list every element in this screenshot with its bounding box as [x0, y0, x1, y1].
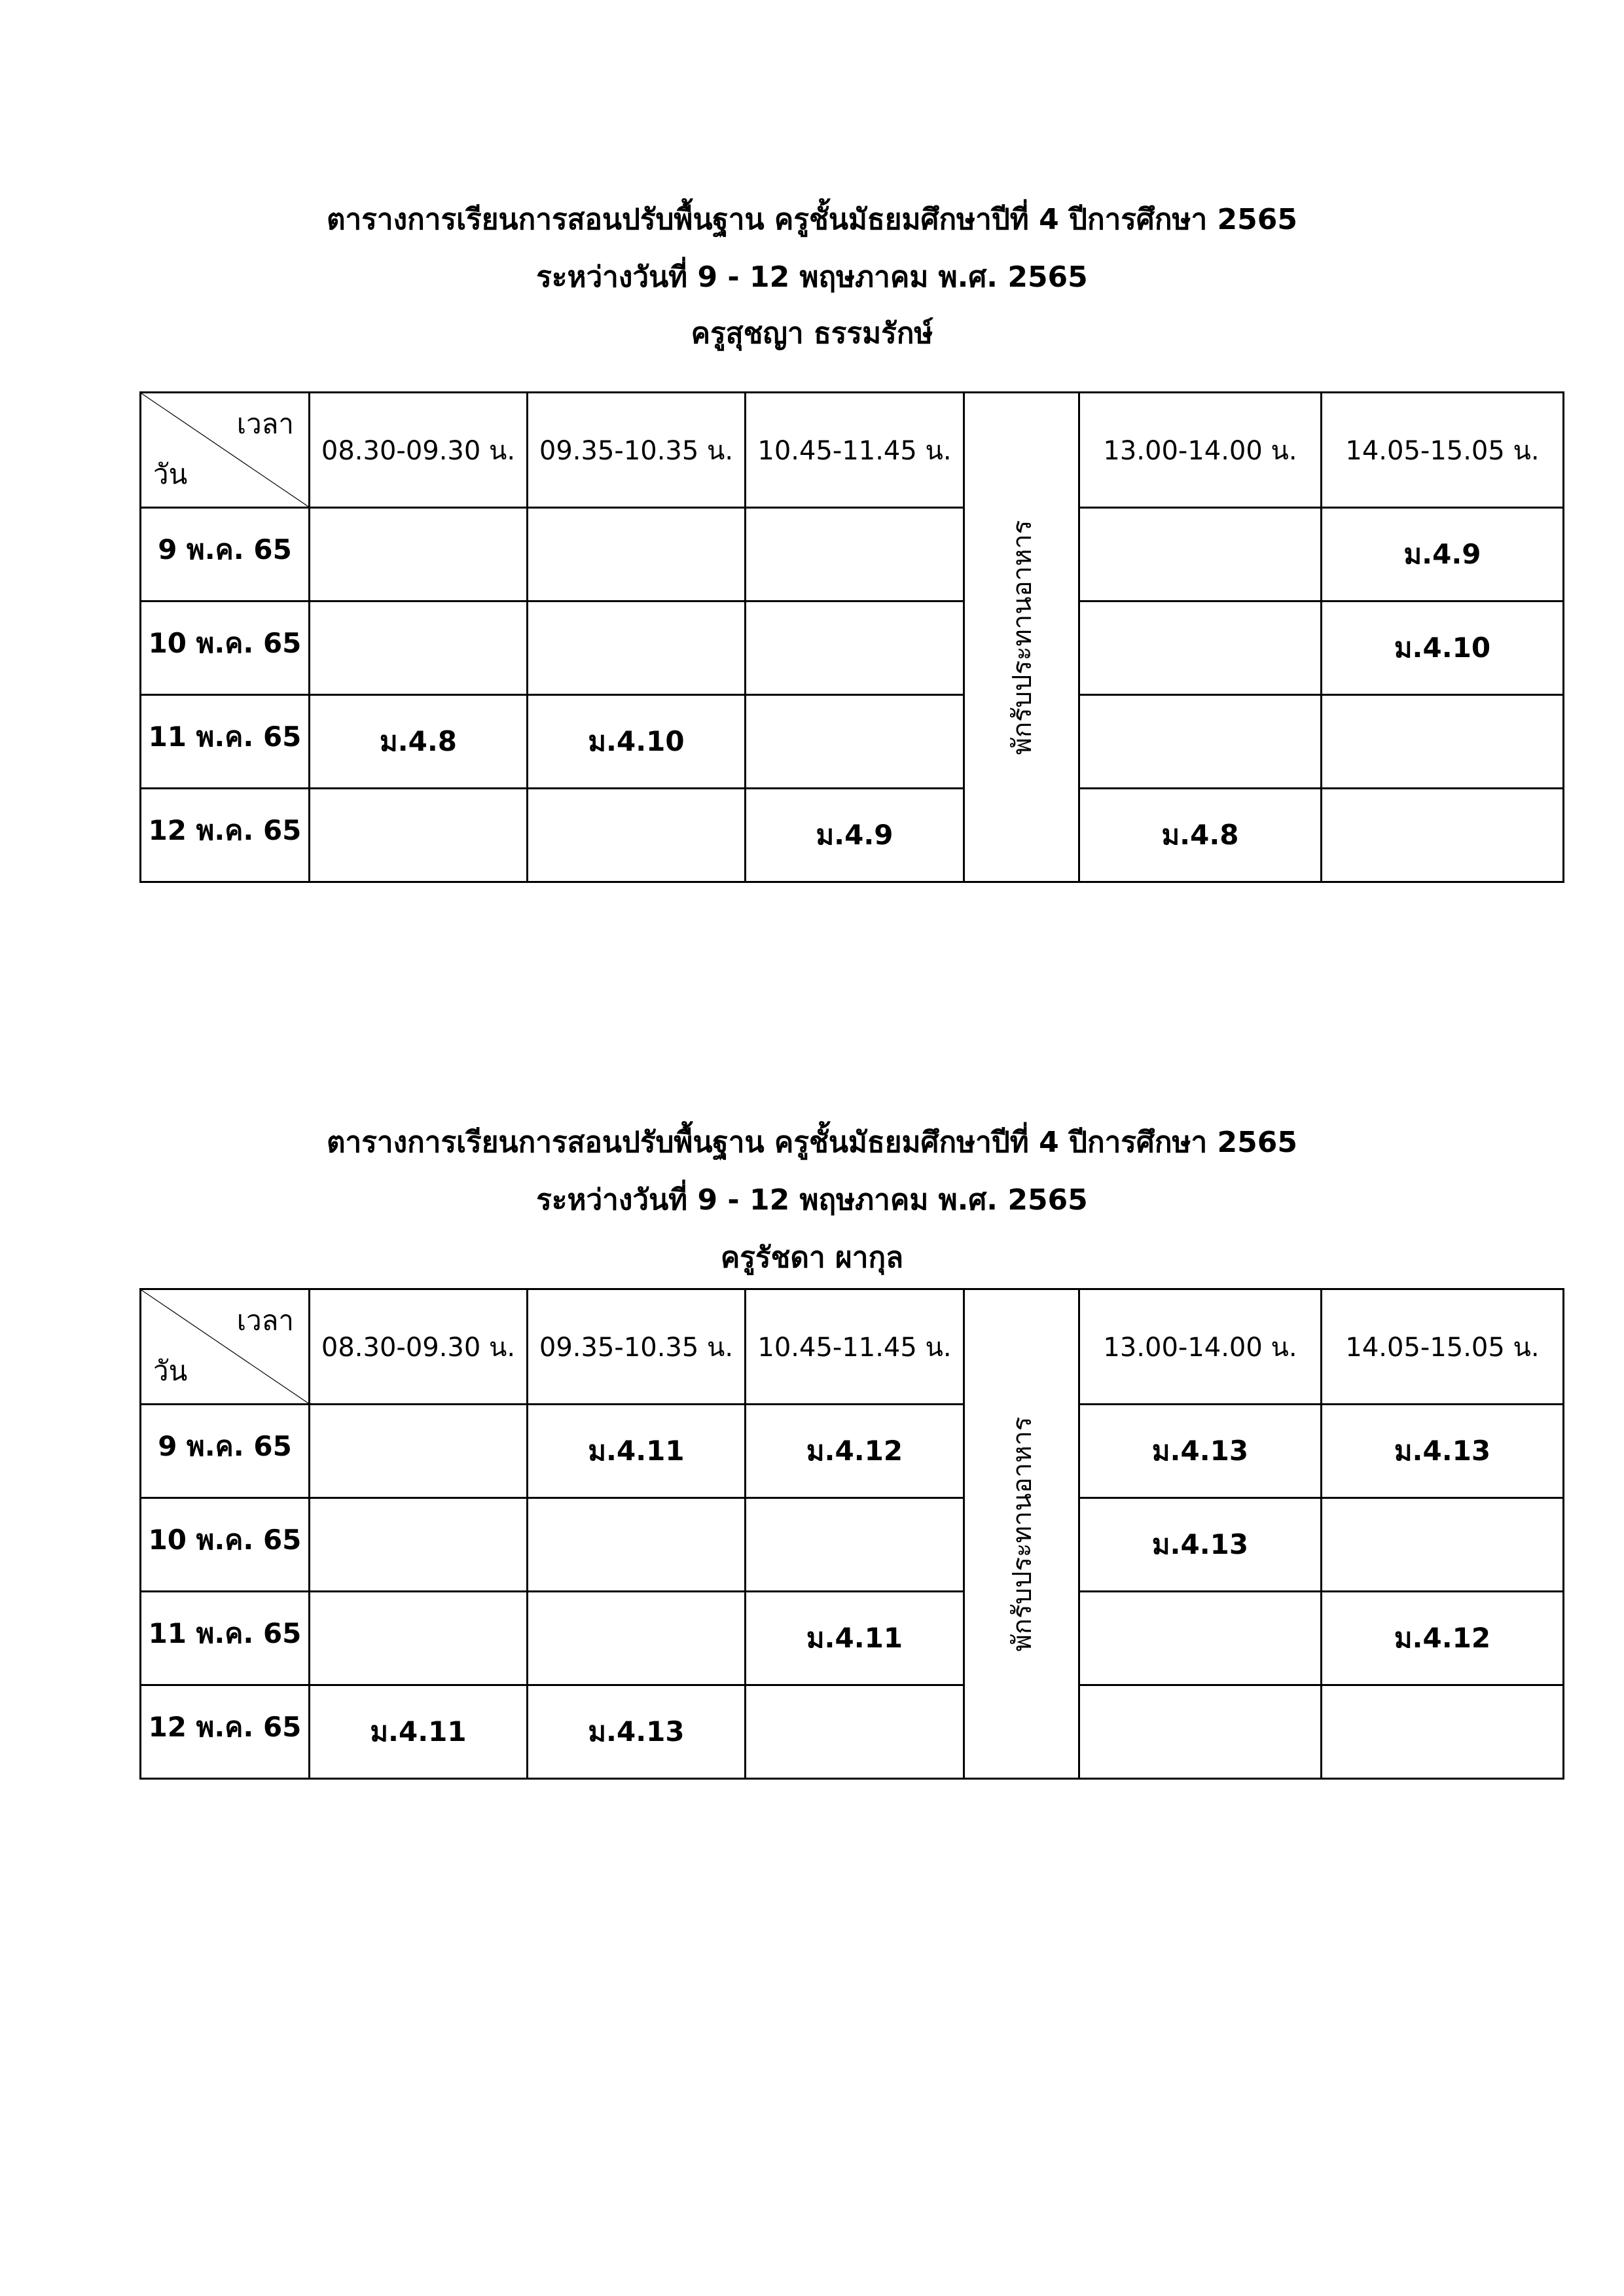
class-cell: [1079, 601, 1322, 695]
day-row: [141, 1498, 1564, 1592]
corner-day-label: วัน: [153, 458, 188, 490]
day-label: 11 พ.ค. 65: [141, 1592, 310, 1685]
class-cell: [1322, 1685, 1564, 1779]
class-cell: ม.4.9: [746, 789, 964, 882]
class-cell: ม.4.13: [1079, 1498, 1322, 1592]
schedule-2-teacher: ครูรัชดา ผากุล: [720, 1241, 904, 1274]
day-row: [141, 1592, 1564, 1685]
header-row: [141, 393, 1564, 508]
day-row: [141, 695, 1564, 789]
day-label: 10 พ.ค. 65: [141, 601, 310, 695]
class-cell: [310, 508, 528, 601]
class-cell: ม.4.12: [1322, 1592, 1564, 1685]
class-cell: [528, 1592, 746, 1685]
schedule-1-title: ตารางการเรียนการสอนปรับพื้นฐาน ครูชั้นมัธยมศึกษาปีที่ 4 ปีการศึกษา 2565: [326, 203, 1297, 236]
time-header: 08.30-09.30 น.: [310, 393, 528, 508]
class-cell: [1322, 789, 1564, 882]
time-header: 14.05-15.05 น.: [1322, 393, 1564, 508]
class-cell: ม.4.11: [310, 1685, 528, 1779]
class-cell: [746, 601, 964, 695]
day-label: 9 พ.ค. 65: [141, 1405, 310, 1498]
class-cell: ม.4.8: [1079, 789, 1322, 882]
class-cell: ม.4.8: [310, 695, 528, 789]
schedule-1-period: ระหว่างวันที่ 9 - 12 พฤษภาคม พ.ศ. 2565: [536, 260, 1088, 294]
corner-time-label: เวลา: [236, 1304, 294, 1336]
class-cell: [528, 508, 746, 601]
class-cell: [746, 508, 964, 601]
class-cell: ม.4.11: [746, 1592, 964, 1685]
corner-cell: [141, 393, 310, 508]
schedule-2-period: ระหว่างวันที่ 9 - 12 พฤษภาคม พ.ศ. 2565: [536, 1183, 1088, 1217]
class-cell: [310, 601, 528, 695]
day-label: 11 พ.ค. 65: [141, 695, 310, 789]
schedule-1-table: [139, 391, 1564, 883]
class-cell: [528, 1498, 746, 1592]
time-header: 09.35-10.35 น.: [528, 393, 746, 508]
class-cell: [1322, 695, 1564, 789]
class-cell: ม.4.12: [746, 1405, 964, 1498]
class-cell: [310, 1592, 528, 1685]
time-header: 09.35-10.35 น.: [528, 1289, 746, 1405]
day-label: 12 พ.ค. 65: [141, 789, 310, 882]
corner-time-label: เวลา: [236, 408, 294, 440]
class-cell: [746, 1498, 964, 1592]
lunch-break-cell: [964, 1289, 1079, 1779]
day-row: [141, 789, 1564, 882]
class-cell: [746, 695, 964, 789]
time-header: 10.45-11.45 น.: [746, 393, 964, 508]
class-cell: [310, 1498, 528, 1592]
day-label: 9 พ.ค. 65: [141, 508, 310, 601]
class-cell: [746, 1685, 964, 1779]
class-cell: [1079, 1592, 1322, 1685]
class-cell: ม.4.10: [528, 695, 746, 789]
time-header: 13.00-14.00 น.: [1079, 393, 1322, 508]
lunch-break-label: พักรับประทานอาหาร: [1007, 520, 1038, 755]
class-cell: [310, 789, 528, 882]
class-cell: ม.4.10: [1322, 601, 1564, 695]
day-row: [141, 508, 1564, 601]
class-cell: ม.4.13: [1079, 1405, 1322, 1498]
class-cell: ม.4.13: [528, 1685, 746, 1779]
schedule-2-title: ตารางการเรียนการสอนปรับพื้นฐาน ครูชั้นมัธยมศึกษาปีที่ 4 ปีการศึกษา 2565: [326, 1126, 1297, 1159]
class-cell: [310, 1405, 528, 1498]
day-label: 12 พ.ค. 65: [141, 1685, 310, 1779]
class-cell: ม.4.13: [1322, 1405, 1564, 1498]
time-header: 14.05-15.05 น.: [1322, 1289, 1564, 1405]
day-label: 10 พ.ค. 65: [141, 1498, 310, 1592]
class-cell: ม.4.9: [1322, 508, 1564, 601]
class-cell: [528, 789, 746, 882]
header-row: [141, 1289, 1564, 1405]
time-header: 08.30-09.30 น.: [310, 1289, 528, 1405]
time-header: 13.00-14.00 น.: [1079, 1289, 1322, 1405]
class-cell: [1079, 1685, 1322, 1779]
day-row: [141, 1405, 1564, 1498]
corner-cell: [141, 1289, 310, 1405]
class-cell: [1079, 695, 1322, 789]
day-row: [141, 601, 1564, 695]
time-header: 10.45-11.45 น.: [746, 1289, 964, 1405]
class-cell: ม.4.11: [528, 1405, 746, 1498]
day-row: [141, 1685, 1564, 1779]
schedule-2-table: [139, 1288, 1564, 1780]
lunch-break-label: พักรับประทานอาหาร: [1007, 1416, 1038, 1651]
corner-day-label: วัน: [153, 1355, 188, 1387]
class-cell: [1079, 508, 1322, 601]
class-cell: [528, 601, 746, 695]
class-cell: [1322, 1498, 1564, 1592]
schedule-1-teacher: ครูสุชญา ธรรมรักษ์: [691, 317, 933, 350]
lunch-break-cell: [964, 393, 1079, 882]
